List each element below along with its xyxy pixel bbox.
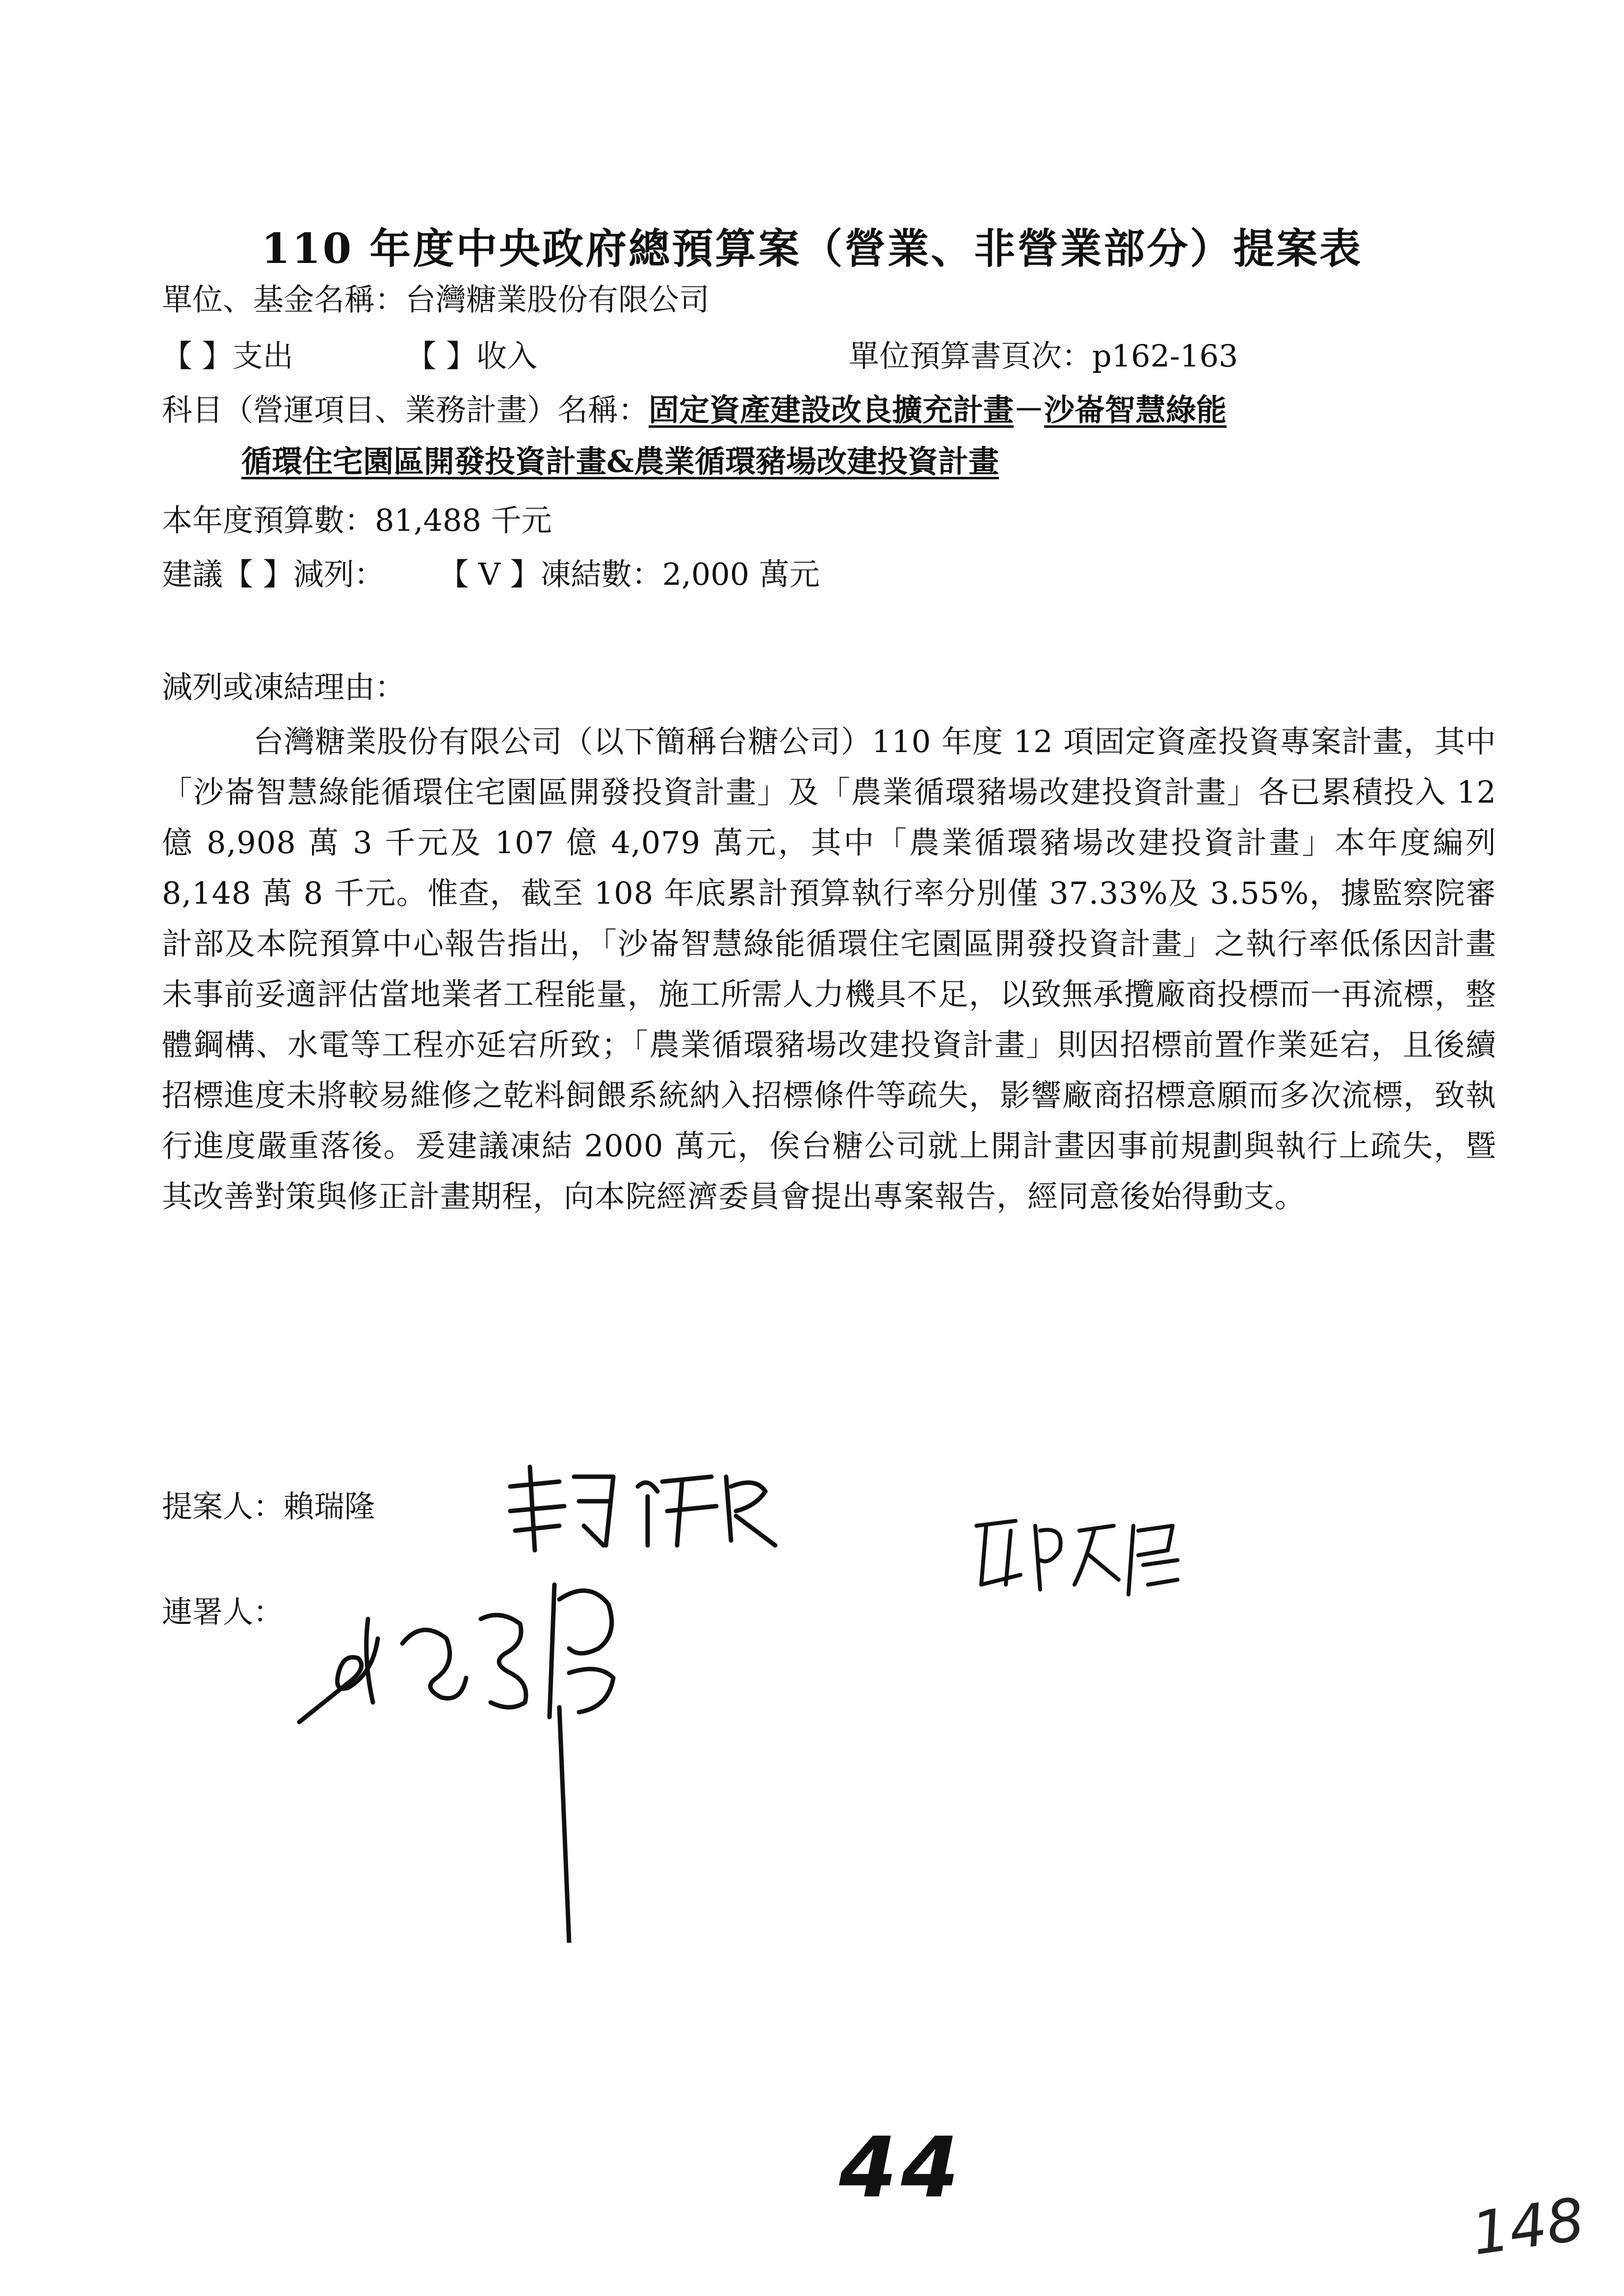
page-number: 44 xyxy=(839,2119,963,2217)
proposal-line xyxy=(162,556,820,592)
unit-line xyxy=(162,282,710,317)
cut-label: 減列： xyxy=(293,556,385,592)
unit-value: 台灣糖業股份有限公司 xyxy=(405,282,710,317)
reason-heading xyxy=(162,669,406,705)
unit-label: 單位、基金名稱： xyxy=(162,282,406,317)
cosigner-line xyxy=(162,1594,284,1630)
expense-label: 支出 xyxy=(232,338,293,374)
income-label: 收入 xyxy=(476,338,538,374)
cosigner-label: 連署人： xyxy=(162,1594,284,1630)
subject-name-part1: 固定資產建設改良擴充計畫 xyxy=(649,392,1014,428)
subject-line xyxy=(162,392,1227,428)
proposal-label: 建議 xyxy=(162,556,223,592)
reason-body: 台灣糖業股份有限公司（以下簡稱台糖公司）110 年度 12 項固定資產投資專案計畫，其中「沙崙智慧綠能循環住宅園區開發投資計畫」及「農業循環豬場改建投資計畫」各已累積投入 12 億 8,908 萬 3 千元及 107 億 4,079 萬元，其中「農業循環豬場改建投資計畫」本年度編列 8,148 萬 8 千元。惟查，截至 108 年底累計預算執行率分別僅 37.33%及 3.55%，據監察院審計部及本院預算中心報告指出，「沙崙智慧綠能循環住宅園區開發投資計畫」之執行率低係因計畫未事前妥適評估當地業者工程能量，施工所需人力機具不足，以致無承攬廠商投標而一再流標，整體鋼構、水電等工程亦延宕所致；「農業循環豬場改建投資計畫」則因招標前置作業延宕，且後續招標進度未將較易維修之乾料飼餵系統納入招標條件等疏失，影響廠商招標意願而多次流標，致執行進度嚴重落後。爰建議凍結 2000 萬元，俟台糖公司就上開計畫因事前規劃與執行上疏失，暨其改善對策與修正計畫期程，向本院經濟委員會提出專案報告，經同意後始得動支。 xyxy=(162,724,1496,1214)
proposer-label: 提案人： xyxy=(162,1488,284,1524)
budget-type-line xyxy=(162,338,1238,374)
subject-label: 科目（營運項目、業務計畫）名稱： xyxy=(162,392,649,428)
freeze-value: 2,000 萬元 xyxy=(662,556,820,592)
cut-checkbox: 【 】 xyxy=(223,556,293,592)
subject-name-part2: 沙崙智慧綠能 xyxy=(1044,392,1227,428)
subject-line-2 xyxy=(241,446,999,477)
page-ref xyxy=(849,338,1238,374)
reason-label: 減列或凍結理由： xyxy=(162,669,406,705)
proposer-line xyxy=(162,1488,375,1524)
page-ref-label: 單位預算書頁次： xyxy=(849,338,1093,374)
budget-amount-label: 本年度預算數： xyxy=(162,502,375,538)
page-ref-value: p162-163 xyxy=(1092,338,1238,374)
cosigner-signature-left xyxy=(294,1560,736,1943)
expense-checkbox: 【 】 xyxy=(162,338,233,374)
budget-amount-line xyxy=(162,502,552,538)
income-checkbox: 【 】 xyxy=(406,338,477,374)
budget-amount-value: 81,488 千元 xyxy=(375,502,552,538)
proposer-signature xyxy=(500,1457,805,1555)
handwritten-page-number: 148 xyxy=(1467,2185,1589,2269)
subject-name-part3: 循環住宅園區開發投資計畫&農業循環豬場改建投資計畫 xyxy=(241,444,999,479)
freeze-label: 凍結數： xyxy=(540,556,662,592)
subject-separator: － xyxy=(1014,392,1045,428)
cosigner-signature-right xyxy=(967,1511,1192,1599)
proposer-name: 賴瑞隆 xyxy=(284,1488,375,1524)
page-title: 110 年度中央政府總預算案（營業、非營業部分）提案表 xyxy=(261,224,1363,273)
freeze-checkbox: 【 V 】 xyxy=(438,556,541,592)
